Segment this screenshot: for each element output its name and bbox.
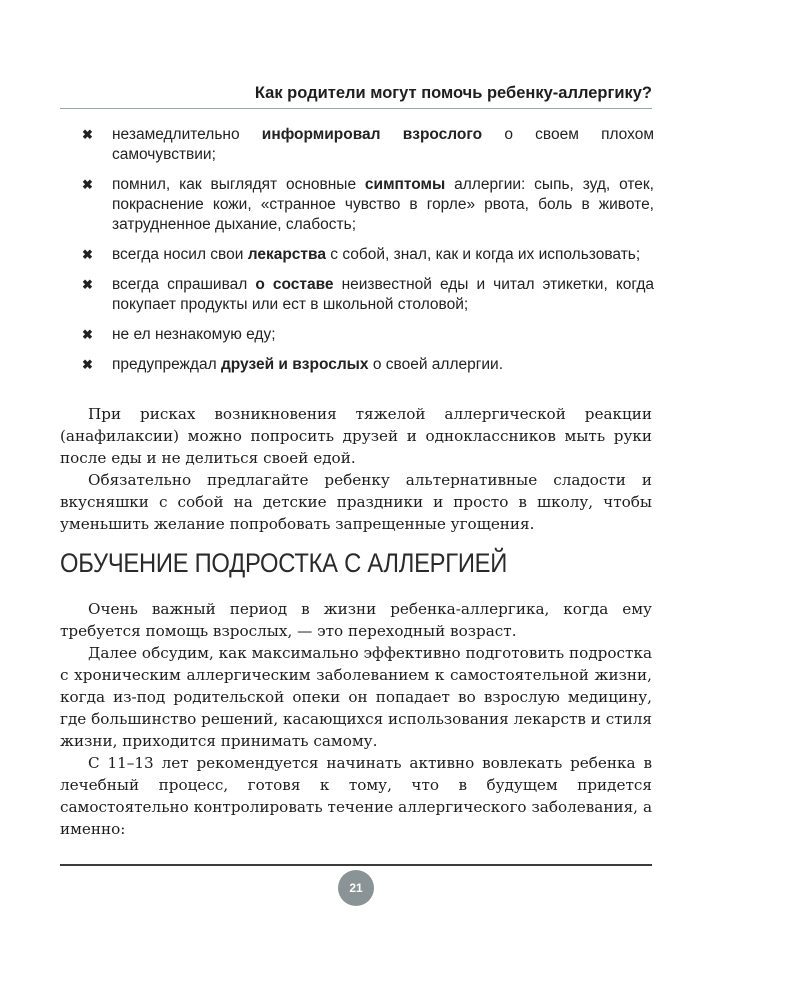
cross-bullet-icon: ✖: [82, 127, 93, 142]
body-text-top: [60, 403, 652, 535]
cross-bullet-icon: ✖: [82, 247, 93, 262]
cross-bullet-icon: ✖: [82, 357, 93, 372]
list-item: ✖ помнил, как выглядят основные симптомы аллергии: сыпь, зуд, отек, покраснение кожи, «странное чувство в горле» рвота, боль в животе, затрудненное дыхание, слабость;: [82, 176, 654, 233]
cross-bullet-icon: ✖: [82, 327, 93, 342]
header-rule: [60, 108, 652, 109]
paragraph: Далее обсудим, как максимально эффективно подготовить подростка с хроническим аллергическим заболеванием к самостоятельной жизни, когда из-под родительской опеки он попадает во взрослую медицину, где большинство решений, касающихся использования лекарств и стиля жизни, приходится принимать самому.: [60, 644, 652, 750]
page-number-badge: 21: [338, 870, 374, 906]
list-item: ✖ не ел незнакомую еду;: [82, 326, 276, 343]
list-item: ✖ незамедлительно информировал взрослого о своем плохом самочувствии;: [82, 126, 654, 163]
paragraph: Обязательно предлагайте ребенку альтернативные сладости и вкусняшки с собой на детские праздники и просто в школу, чтобы уменьшить желание попробовать запрещенные угощения.: [60, 471, 652, 533]
cross-bullet-icon: ✖: [82, 177, 93, 192]
cross-bullet-icon: ✖: [82, 277, 93, 292]
paragraph: Очень важный период в жизни ребенка-аллергика, когда ему требуется помощь взрослых, — это переходный возраст.: [60, 600, 652, 640]
bullet-list: [82, 125, 654, 385]
paragraph: С 11–13 лет рекомендуется начинать активно вовлекать ребенка в лечебный процесс, готовя к тому, что в будущем придется самостоятельно контролировать течение аллергического заболевания, а именно:: [60, 754, 652, 838]
body-text-bottom: [60, 598, 652, 840]
paragraph: При рисках возникновения тяжелой аллергической реакции (анафилаксии) можно попросить друзей и одноклассников мыть руки после еды и не делиться своей едой.: [60, 405, 652, 467]
list-item: ✖ предупреждал друзей и взрослых о своей аллергии.: [82, 356, 504, 373]
list-item: ✖ всегда носил свои лекарства с собой, знал, как и когда их использовать;: [82, 246, 641, 263]
section-title: ОБУЧЕНИЕ ПОДРОСТКА С АЛЛЕРГИЕЙ: [60, 548, 508, 578]
footer-rule: [60, 864, 652, 866]
list-item: ✖ всегда спрашивал о составе неизвестной еды и читал этикетки, когда покупает продукты или ест в школьной столовой;: [82, 276, 655, 313]
running-head: Как родители могут помочь ребенку-аллергику?: [254, 84, 652, 102]
